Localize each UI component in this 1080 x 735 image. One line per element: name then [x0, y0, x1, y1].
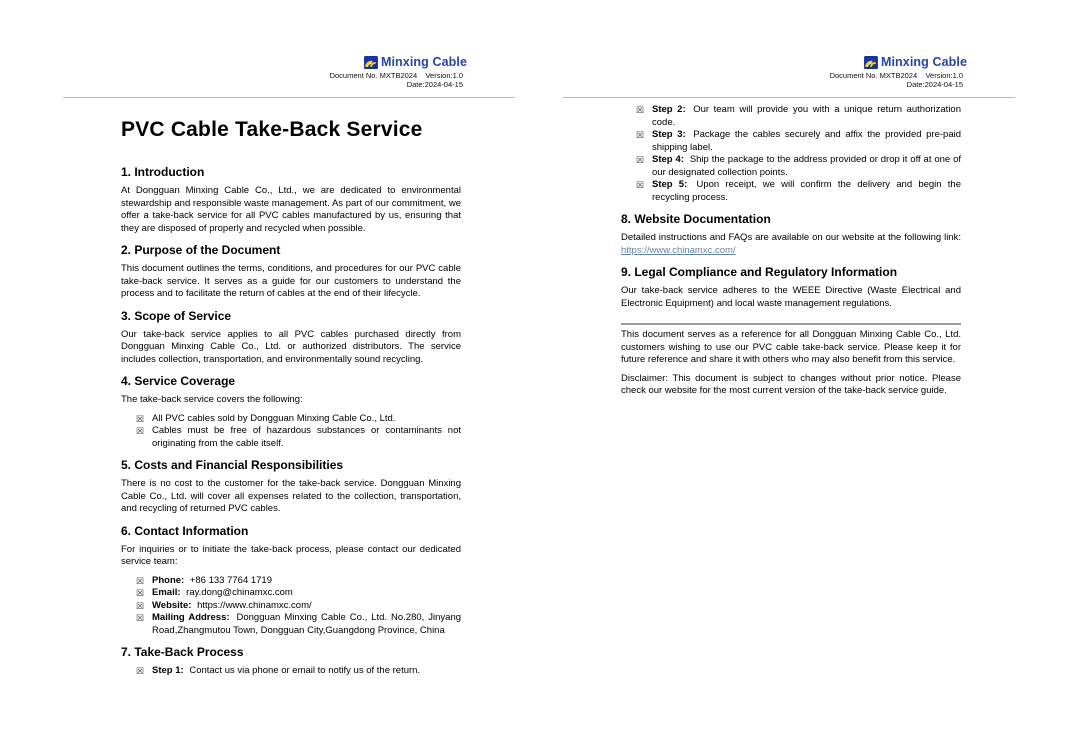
section-heading-costs: 5. Costs and Financial Responsibilities — [121, 458, 344, 472]
contact-email — [121, 587, 461, 600]
page-header — [63, 55, 515, 89]
document-page-1 — [63, 55, 515, 684]
brand — [864, 55, 967, 69]
brand-name: Minxing Cable — [380, 55, 467, 69]
ballot-box-icon: ☒ — [636, 130, 645, 140]
contact-website — [121, 600, 461, 613]
step-label: Step 3: — [652, 129, 686, 140]
ballot-box-icon: ☒ — [636, 155, 645, 165]
section-heading-contact: 6. Contact Information — [121, 523, 249, 538]
document-date-line: Date:2024-04-15 — [906, 80, 963, 89]
step-label: Step 2: — [652, 104, 686, 115]
section-paragraph: At Dongguan Minxing Cable Co., Ltd., we are dedicated to environmental stewardship and responsible waste management. As part of our commitment, we offer a take-back service for all PVC cables manufactured by us, ensuring that they are disposed of properly and recycled when possible. — [121, 185, 461, 234]
contact-label: Email: — [152, 587, 181, 598]
process-list — [121, 665, 461, 678]
page-body — [63, 117, 515, 678]
document-date-line: Date:2024-04-15 — [406, 80, 463, 89]
list-item — [121, 413, 461, 426]
contact-value: +86 133 7764 1719 — [189, 574, 272, 586]
step-text: Upon receipt, we will confirm the delivery and begin the recycling process. — [652, 179, 961, 203]
brand-name: Minxing Cable — [880, 55, 967, 69]
list-item — [121, 425, 461, 450]
website-link[interactable]: https://www.chinamxc.com/ — [621, 244, 736, 256]
section-paragraph: The take-back service covers the following: — [121, 394, 303, 405]
website-paragraph-text: Detailed instructions and FAQs are available on our website at the following link: — [621, 232, 961, 243]
brand — [364, 55, 467, 69]
process-step-1 — [121, 665, 461, 678]
contact-label: Phone: — [152, 574, 185, 586]
contact-phone — [121, 575, 461, 588]
step-text: Contact us via phone or email to notify us of the return. — [189, 665, 421, 676]
coverage-list — [121, 413, 461, 451]
contact-address — [121, 612, 461, 637]
ballot-box-icon: ☒ — [136, 666, 145, 676]
ballot-box-icon: ☒ — [136, 613, 145, 623]
contact-label: Mailing Address: — [152, 612, 230, 623]
contact-value: ray.dong@chinamxc.com — [186, 587, 293, 598]
page-header — [563, 55, 1015, 89]
step-label: Step 1: — [152, 665, 184, 676]
process-step-5 — [621, 179, 961, 204]
process-step-2 — [621, 104, 961, 129]
section-heading-purpose: 2. Purpose of the Document — [121, 243, 281, 257]
section-paragraph — [621, 232, 961, 257]
section-paragraph: This document outlines the terms, conditions, and procedures for our PVC cable take-back service. It serves as a guide for our customers to understand the process and to facilitate the return of cables at the end of their lifecycle. — [121, 263, 461, 299]
minxing-logo-icon — [364, 56, 378, 69]
page-body — [563, 98, 1015, 398]
list-item-text: Cables must be free of hazardous substances or contaminants not originating from the cable itself. — [152, 425, 461, 449]
disclaimer-text: Disclaimer: This document is subject to changes without prior notice. Please check our website for the most current version of the take-back service guide. — [621, 372, 961, 396]
step-text: Ship the package to the address provided or drop it off at one of our designated collection points. — [652, 154, 962, 178]
document-number-line: Document No. MXTB2024 Version:1.0 — [329, 71, 463, 80]
step-text: Our team will provide you with a unique return authorization code. — [652, 104, 961, 128]
contact-label: Website: — [152, 599, 192, 611]
process-step-3 — [621, 129, 961, 154]
footer-divider — [621, 323, 961, 325]
list-item-text: All PVC cables sold by Dongguan Minxing Cable Co., Ltd. — [152, 412, 396, 424]
header-divider — [63, 97, 515, 98]
ballot-box-icon: ☒ — [136, 588, 145, 598]
section-paragraph: Our take-back service adheres to the WEEE Directive (Waste Electrical and Electronic Equipment) and local waste management regulations. — [621, 285, 961, 309]
ballot-box-icon: ☒ — [636, 105, 645, 115]
page-title: PVC Cable Take-Back Service — [121, 118, 423, 141]
step-label: Step 4: — [652, 154, 684, 165]
document-page-2 — [563, 55, 1015, 404]
contact-value: https://www.chinamxc.com/ — [197, 599, 312, 611]
section-heading-scope: 3. Scope of Service — [121, 308, 232, 323]
ballot-box-icon: ☒ — [136, 413, 145, 424]
section-paragraph: There is no cost to the customer for the take-back service. Dongguan Minxing Cable Co., Ltd. will cover all expenses related to the collection, transportation, and recycling of returned PVC cables. — [121, 478, 461, 514]
section-heading-website: 8. Website Documentation — [621, 212, 771, 226]
footer-note: This document serves as a reference for all Dongguan Minxing Cable Co., Ltd. customers wishing to use our PVC cable take-back service. Please keep it for future reference and share it with others who may also benefit from this service. — [621, 329, 961, 365]
section-heading-coverage: 4. Service Coverage — [121, 374, 236, 388]
document-number-line: Document No. MXTB2024 Version:1.0 — [829, 71, 963, 80]
contact-list — [121, 575, 461, 638]
ballot-box-icon: ☒ — [636, 180, 645, 190]
section-heading-legal: 9. Legal Compliance and Regulatory Information — [621, 265, 898, 279]
step-label: Step 5: — [652, 179, 688, 190]
process-step-4 — [621, 154, 961, 179]
section-heading-process: 7. Take-Back Process — [121, 645, 244, 659]
ballot-box-icon: ☒ — [136, 600, 145, 611]
section-paragraph: For inquiries or to initiate the take-back process, please contact our dedicated service team: — [121, 543, 461, 567]
ballot-box-icon: ☒ — [136, 426, 145, 436]
ballot-box-icon: ☒ — [136, 575, 145, 586]
process-list-continued — [621, 104, 961, 204]
contact-value: Dongguan Minxing Cable Co., Ltd. No.280, Jinyang Road,Zhangmutou Town, Dongguan City,Guangdong Province, China — [152, 612, 462, 636]
section-paragraph: Our take-back service applies to all PVC cables purchased directly from Dongguan Minxing Cable Co., Ltd. or authorized distributors. The service includes collection, transportation, and environmentally sound recycling. — [121, 328, 461, 365]
section-heading-introduction: 1. Introduction — [121, 165, 205, 179]
step-text: Package the cables securely and affix the provided pre-paid shipping label. — [652, 129, 961, 153]
minxing-logo-icon — [864, 56, 878, 69]
